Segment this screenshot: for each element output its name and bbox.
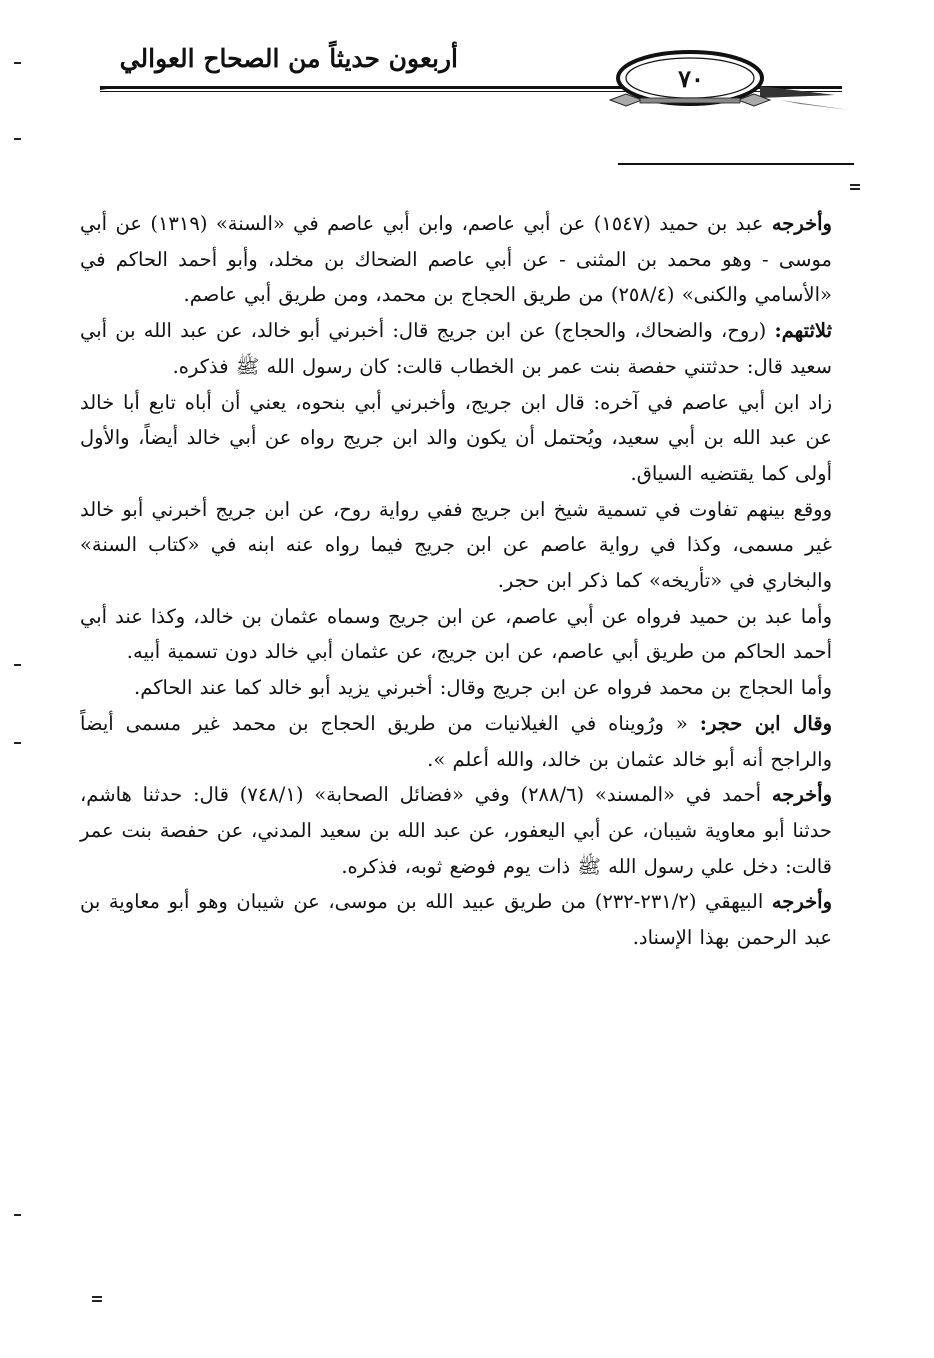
paragraph-text: البيهقي (٢٣١/٢-٢٣٢) من طريق عبيد الله بن موسى، عن شيبان وهو أبو معاوية بن عبد الرحمن بهذا الإسناد.: [80, 890, 832, 950]
margin-mark: [14, 1214, 21, 1216]
margin-mark: [14, 742, 21, 744]
paragraph-lead: ثلاثتهم:: [774, 319, 832, 343]
paragraph: [80, 884, 832, 955]
margin-mark: [14, 62, 21, 64]
paragraph: [80, 385, 832, 492]
paragraph: [80, 777, 832, 884]
paragraph: [80, 206, 832, 313]
paragraph: [80, 599, 832, 670]
paragraph-text: أحمد في «المسند» (٢٨٨/٦) وفي «فضائل الصحابة» (٧٤٨/١) قال: حدثنا هاشم، حدثنا أبو معاوية شيبان، عن أبي اليعفور، عن عبد الله بن سعيد المدني، عن حفصة بنت عمر قالت: دخل علي رسول الله ﷺ ذات يوم فوضع ثوبه، فذكره.: [80, 783, 832, 878]
section-rule: [618, 163, 854, 165]
page-header: [0, 0, 934, 130]
margin-dash: [850, 188, 860, 190]
paragraph-text: وأما الحجاج بن محمد فرواه عن ابن جريج وقال: أخبرني يزيد أبو خالد كما عند الحاكم.: [134, 676, 832, 700]
margin-dash: [850, 184, 860, 186]
paragraph-text: « ورُويناه في الغيلانيات من طريق الحجاج بن محمد غير مسمى أيضاً والراجح أنه أبو خالد عثمان بن خالد، والله أعلم ».: [80, 711, 832, 771]
paragraph-text: زاد ابن أبي عاصم في آخره: قال ابن جريج، وأخبرني أبي بنحوه، يعني أن أباه تابع أبا خالد عن عبد الله بن أبي سعيد، ويُحتمل أن يكون والد ابن جريج رواه عن أبي خالد أيضاً، والأول أولى كما يقتضيه السياق.: [80, 390, 832, 485]
paragraph: [80, 492, 832, 599]
paragraph-text: عبد بن حميد (١٥٤٧) عن أبي عاصم، وابن أبي عاصم في «السنة» (١٣١٩) عن أبي موسى - وهو محمد بن المثنى - عن أبي عاصم الضحاك بن مخلد، وأبو أحمد الحاكم في «الأسامي والكنى» (٢٥٨/٤) من طريق الحجاج بن محمد، ومن طريق أبي عاصم.: [80, 212, 832, 307]
paragraph-text: (روح، والضحاك، والحجاج) عن ابن جريج قال: أخبرني أبو خالد، عن عبد الله بن أبي سعيد قال: حدثتني حفصة بنت عمر بن الخطاب قالت: كان رسول الله ﷺ فذكره.: [80, 319, 832, 378]
paragraph-lead: وأخرجه: [771, 783, 832, 807]
paragraph: [80, 706, 832, 777]
paragraph: [80, 313, 832, 384]
page-number: ٧٠: [678, 64, 704, 93]
paragraph-lead: وقال ابن حجر:: [699, 711, 832, 735]
paragraph-lead: وأخرجه: [771, 212, 832, 235]
body-text: [80, 206, 832, 956]
margin-mark: [14, 664, 21, 666]
paragraph-lead: وأخرجه: [771, 890, 832, 914]
margin-mark: [14, 138, 21, 140]
paragraph-text: ووقع بينهم تفاوت في تسمية شيخ ابن جريج ففي رواية روح، عن ابن جريج أخبرني أبو خالد غير مسمى، وكذا في رواية عاصم عن ابن جريج فيما رواه عنه ابنه في «كتاب السنة» والبخاري في «تأريخه» كما ذكر ابن حجر.: [80, 497, 832, 593]
book-title: أربعون حديثاً من الصحاح العوالي: [119, 44, 458, 73]
paragraph: [80, 670, 832, 706]
paragraph-text: وأما عبد بن حميد فرواه عن أبي عاصم، عن ابن جريج وسماه عثمان بن خالد، وكذا عند أبي أحمد الحاكم من طريق أبي عاصم، عن ابن جريج، عن عثمان أبي خالد دون تسمية أبيه.: [80, 604, 832, 664]
margin-dash: [92, 1300, 102, 1302]
margin-dash: [92, 1296, 102, 1298]
